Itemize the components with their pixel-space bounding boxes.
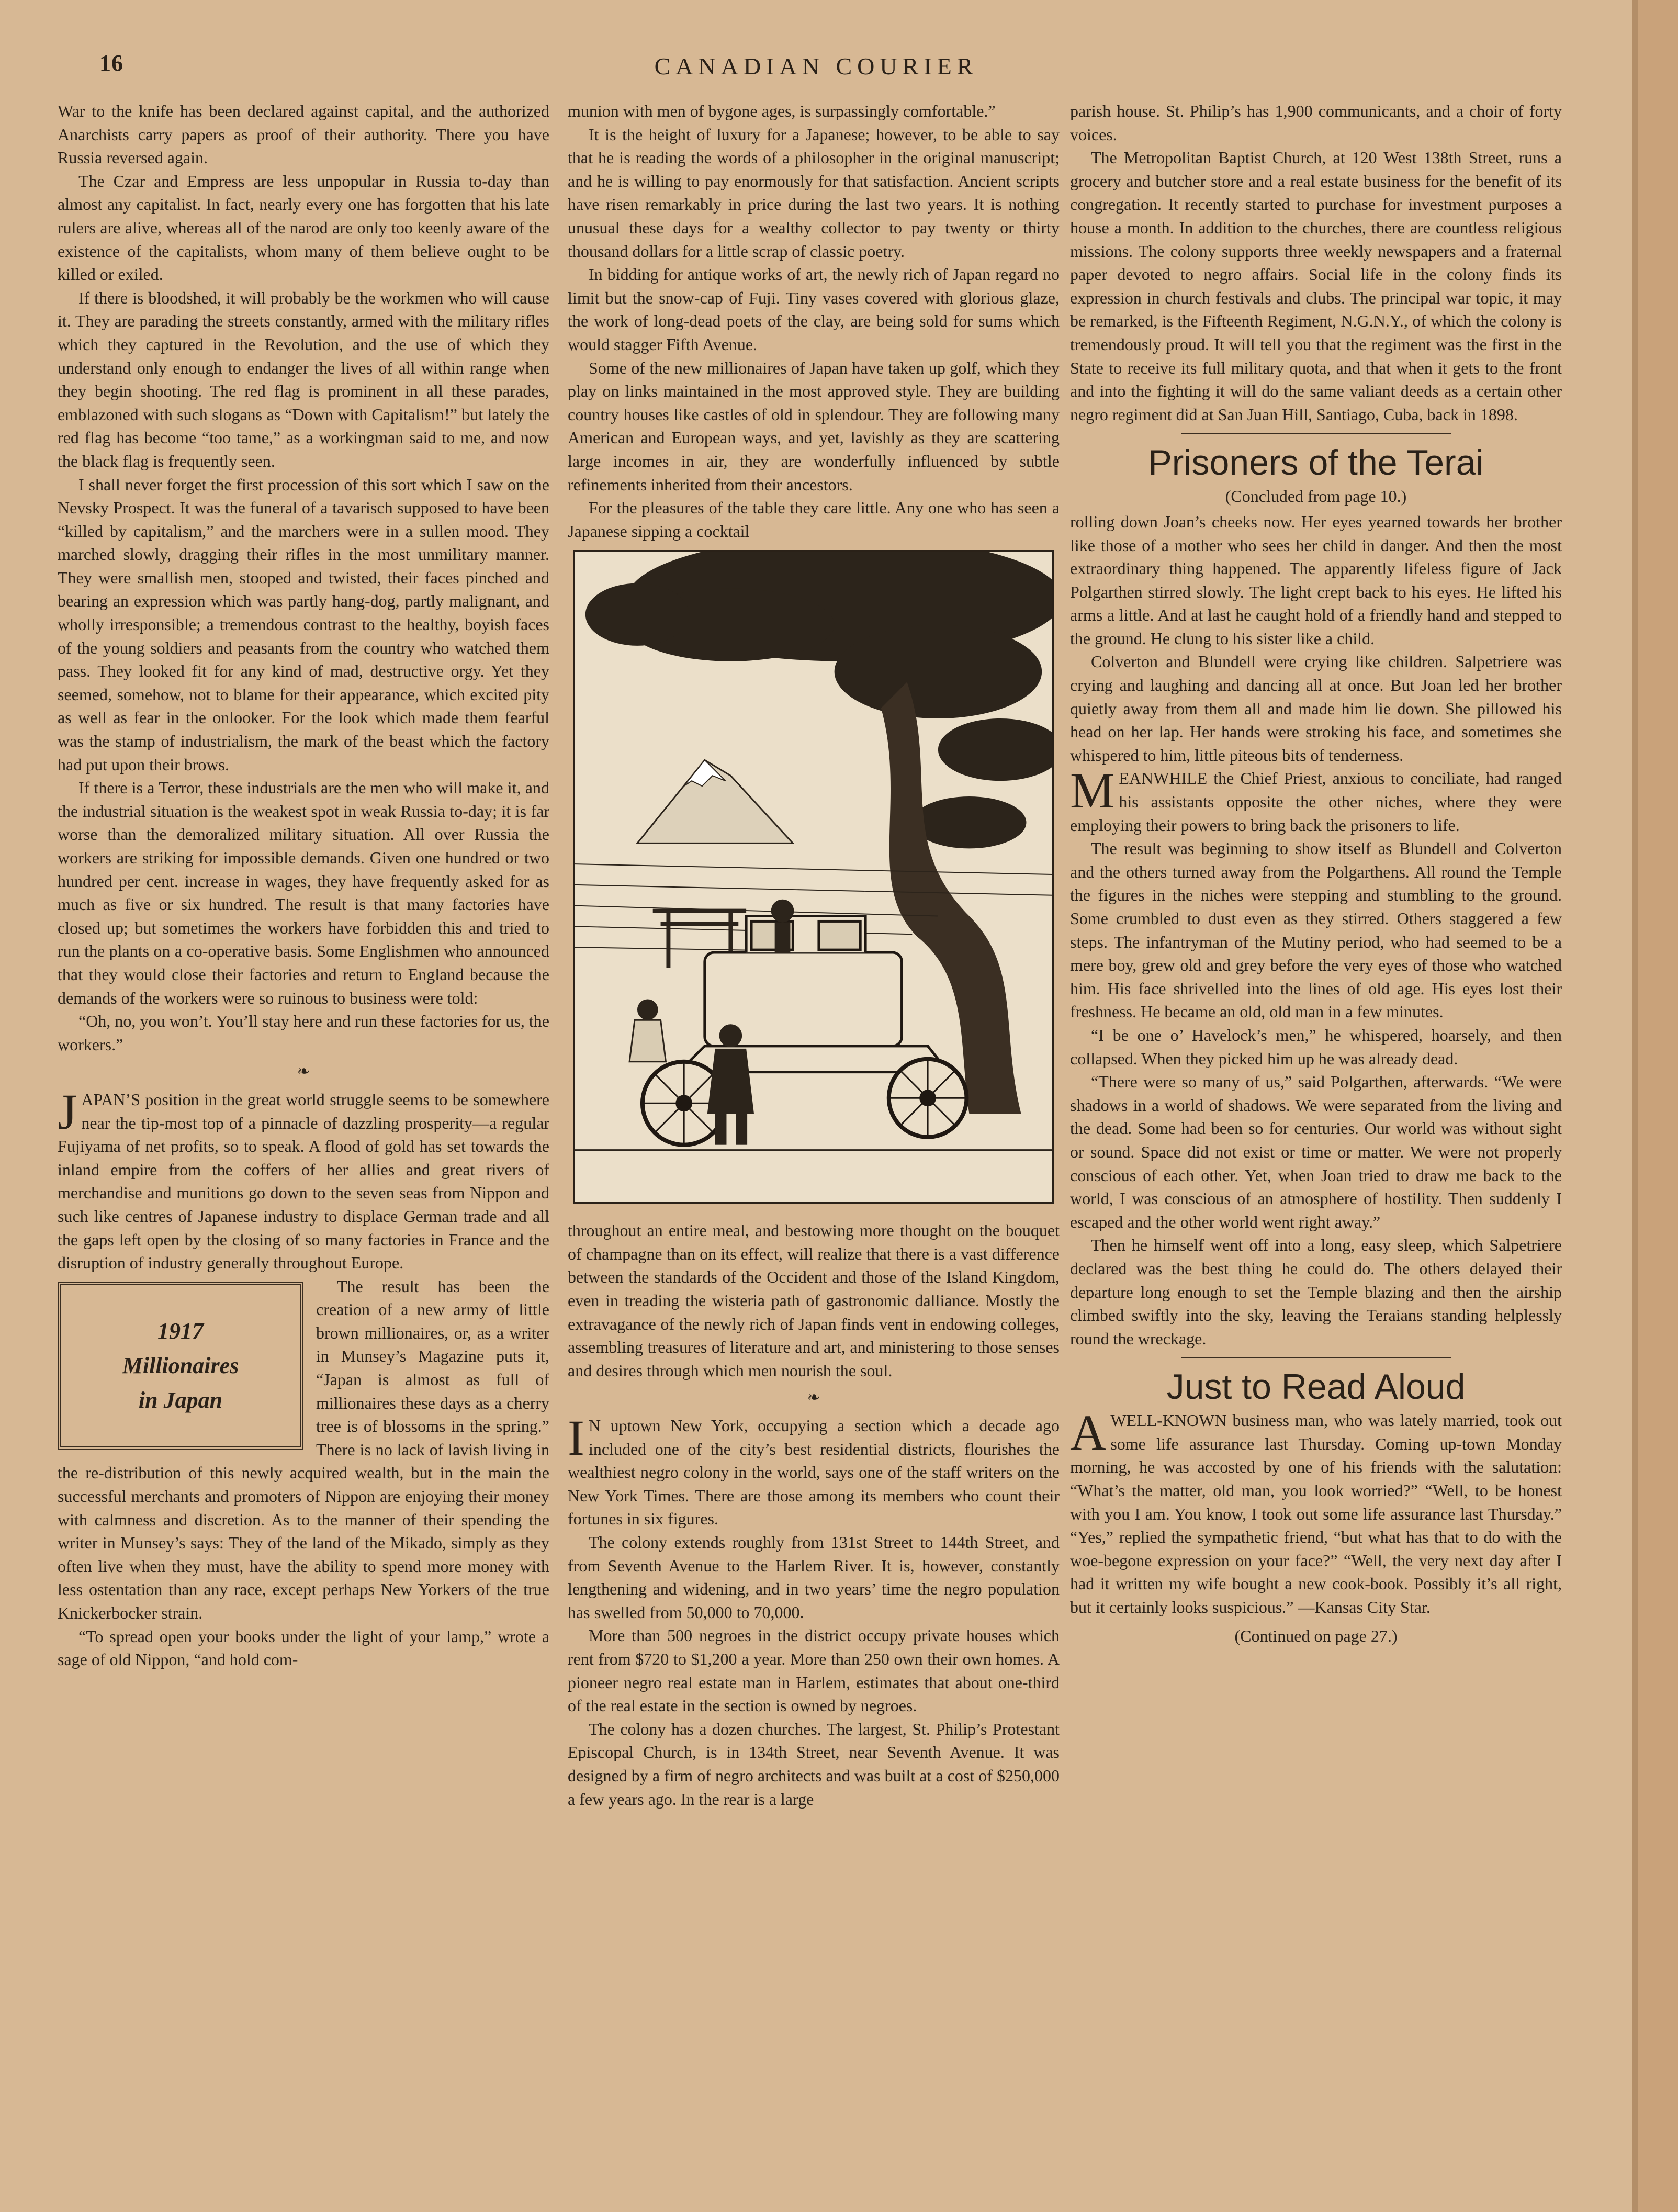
box-title-line: 1917 <box>157 1318 204 1344</box>
article-harlem-text: N uptown New York, occupying a section which a decade ago included one of the city’s best residential districts, flourishes the wealthiest negro colony in the world, says one of the staff writers on the New York Times. There are those among its members who count their fortunes in six figures. <box>568 1416 1060 1529</box>
drop-cap: A <box>1070 1405 1107 1461</box>
drop-cap: M <box>1070 762 1115 819</box>
paragraph: In bidding for antique works of art, the newly rich of Japan regard no limit but the snow-cap of Fuji. Tiny vases covered with glorious glaze, the work of long-dead poets of the clay, are being sold for sums which would stagger Fifth Avenue. <box>568 265 1060 354</box>
paragraph: If there is bloodshed, it will probably be the workmen who will cause it. They are parading the streets constantly, armed with the military rifles which they captured in the Revolution, and the use of which they understand only enough to endanger the lives of all within range when they begin shooting. The red flag is prominent in all these parades, emblazoned with such slogans as “Down with Capitalism!” but lately the red flag has become “too tame,” as a workingman said to me, and now the black flag is frequently seen. <box>58 288 549 470</box>
drop-cap: I <box>568 1410 584 1466</box>
section-divider <box>1181 433 1451 434</box>
paragraph: rolling down Joan’s cheeks now. Her eyes yearned towards her brother like those of a mother who sees her child in danger. And then the most extraordinary thing happened. The apparently lifeless figure of Jack Polgarthen stirred slowly. The light crept back to his eyes. He lifted his arms a little. And at last he caught hold of a friendly hand and stepped to the ground. He clung to his sister like a child. <box>1070 512 1562 648</box>
car-illustration-icon <box>573 550 1054 1204</box>
story-section-lead <box>1070 762 1562 837</box>
paragraph: throughout an entire meal, and bestowing more thought on the bouquet of champagne than on its effect, will realize that there is a vast difference between the standards of the Occident and those of the Island Kingdom, even in treading the wisteria path of gastronomic dalliance. Mostly the extravagance of the newly rich of Japan finds vent in endowing colleges, assembling treasures of literature and art, and ministering to those senses and desires through which men nourish the soul. <box>568 1221 1060 1380</box>
paragraph: For the pleasures of the table they care little. Any one who has seen a Japanese sipping a cocktail <box>568 498 1060 541</box>
story-title: Prisoners of the Terai <box>1148 443 1484 483</box>
paragraph: The result was beginning to show itself as Blundell and Colverton and the others turned away from the Polgarthens. All round the Temple the figures in the niches were stepping and stumbling to the ground. Some crumbled to dust even as they stirred. Others staggered a few steps. The infantryman of the Mutiny period, who had seemed to be a mere boy, grew old and grey before the very eyes of those who watched him. His face shrivelled into the lines of old age. His eyes lost their freshness. He became an old, old man in a few minutes. <box>1070 839 1562 1021</box>
paragraph: The colony extends roughly from 131st Street to 144th Street, and from Seventh Avenue to the Harlem River. It is, however, constantly lengthening and widening, and in two years’ time the negro population has swelled from 50,000 to 70,000. <box>568 1533 1060 1622</box>
paragraph: If there is a Terror, these industrials are the men who will make it, and the industrial situation is the weakest spot in weak Russia to-day; it is far worse than the demoralized military situation. All over Russia the workers are striking for impossible demands. Given one hundred or two hundred per cent. increase in wages, they have frequently asked for as much as five or six hundred. The result is that many factories have closed up; but sometimes the workers have forbidden this and tried to run the plants on a co-operative basis. Some Englishmen who announced that they would close their factories and return to England because the demands of the workers were so ruinous to business were told: <box>58 778 549 1007</box>
box-title-line: in Japan <box>138 1387 223 1413</box>
article-harlem-lead <box>568 1410 1060 1531</box>
column-3 <box>1070 99 1562 1647</box>
paragraph: “Oh, no, you won’t. You’ll stay here and run these factories for us, the workers.” <box>58 1012 549 1054</box>
continuation-note: (Continued on page 27.) <box>1234 1626 1398 1645</box>
paragraph: I shall never forget the first procession of this sort which I saw on the Nevsky Prospect. It was the funeral of a tavarisch supposed to have been “killed by capitalism,” and the marchers were in a sullen mood. They marched slowly, dragging their rifles in the most unmilitary manner. They were smallish men, stooped and twisted, their faces pinched and bearing an expression which was partly hang-dog, partly malignant, and wholly irresponsible; a tremendous contrast to the healthy, boyish faces of the young soldiers and peasants from the country who watched them pass. They looked fit for any kind of mad, destructive orgy. Yet they seemed, somehow, not to blame for their appearance, which excited pity as well as fear in the onlooker. For the look which made them fearful was the stamp of industrialism, the mark of the beast which the factory had put upon their brows. <box>58 475 549 774</box>
story-section-text: EANWHILE the Chief Priest, anxious to conciliate, had ranged his assistants opposite the other niches, where they were employing their powers to bring back the prisoners to life. <box>1070 769 1562 835</box>
column-title: Just to Read Aloud <box>1166 1367 1466 1407</box>
paragraph: It is the height of luxury for a Japanese; however, to be able to say that he is reading the words of a philosopher in the original manuscript; and he is willing to pay enormously for that satisfaction. Ancient scripts have risen remarkably in price during the last two years. It is nothing unusual these days for a wealthy collector to pay twenty or thirty thousand dollars for a little scrap of classic poetry. <box>568 125 1060 261</box>
box-title-line: Millionaires <box>122 1352 239 1378</box>
paragraph: “I be one o’ Havelock’s men,” he whispered, hoarsely, and then collapsed. When they picked him up he was already dead. <box>1070 1025 1562 1068</box>
page-number: 16 <box>99 50 123 76</box>
article-japan-text: APAN’S position in the great world struggle seems to be somewhere near the tip-most top of a pinnacle of dazzling prosperity—a regular Fujiyama of net profits, so to speak. A flood of gold has set towards the inland empire from the coffers of her allies and great rivers of merchandise and munitions go down to the seven seas from Nippon and such like centres of Japanese industry to displace German trade and all the gaps left open by the closing of so many factories in France and the disruption of industry generally throughout Europe. <box>58 1090 549 1273</box>
column-2 <box>568 99 1060 1811</box>
anecdote-text: WELL-KNOWN business man, who was lately married, took out some life assurance last Thursday. Coming up-town Monday morning, he was accosted by one of his friends with the salutation: “What’s the matter, old man, you look worried?” “Well, to be honest with you I am. You know, I took out some life assurance last Thursday.” “Yes,” replied the sympathetic friend, “but what has that to do with the woe-begone expression on your face?” “Well, the very next day after I had it written my wife bought a new cook-book. Possibly it’s all right, but it certainly looks suspicious.” —Kansas City Star. <box>1070 1411 1562 1617</box>
paragraph: War to the knife has been declared against capital, and the authorized Anarchists carry papers as proof of their authority. There you have Russia reversed again. <box>58 102 549 167</box>
paragraph: “To spread open your books under the light of your lamp,” wrote a sage of old Nippon, “and hold com- <box>58 1626 549 1669</box>
paragraph: The Metropolitan Baptist Church, at 120 West 138th Street, runs a grocery and butcher store and a real estate business for the benefit of its congregation. It recently started to purchase for investment purposes a house a month. In addition to the churches, there are countless religious missions. The colony supports three weekly newspapers and a fraternal paper devoted to negro affairs. Social life in the colony finds its expression in church festivals and clubs. The principal war topic, it may be remarked, is the Fifteenth Regiment, N.G.N.Y., of which the colony is tremendously proud. It will tell you that the regiment was the first in the State to receive its full military quota, and that when it gets to the front and into the fighting it will do the same valiant deeds as a certain other negro regiment did at San Juan Hill, Santiago, Cuba, back in 1898. <box>1070 148 1562 424</box>
drop-cap: J <box>58 1083 77 1140</box>
column-1 <box>58 99 549 1671</box>
paragraph: The result has been the creation of a new army of little brown millionaires, or, as a writer in Munsey’s Magazine puts it, “Japan is almost as full of millionaires these days as a cherry tree is of blossoms in the spring.” There is no lack of lavish living in the re-distribution of this newly acquired wealth, but in the main the successful merchants and promoters of Nippon are enjoying their money with calmness and discretion. As to the manner of their spending the writer in Munsey’s says: They of the land of the Mikado, simply as they often live when they must, have the ability to spend more money with less ostentation than any race, except perhaps New Yorkers of the true Knickerbocker strain. <box>58 1276 549 1622</box>
section-divider <box>1181 1357 1451 1358</box>
continuation-note: (Concluded from page 10.) <box>1225 487 1407 506</box>
paragraph: Then he himself went off into a long, easy sleep, which Salpetriere declared was the best thing he could do. The others delayed their departure long enough to set the Temple blazing and then the airship climbed swiftly into the sky, leaving the Teraians standing helplessly round the wreckage. <box>1070 1236 1562 1348</box>
paragraph: “There were so many of us,” said Polgarthen, afterwards. “We were shadows in a world of shadows. We were separated from the living and the dead. Some had been so for centuries. Our world was without sight or sound. Space did not exist or time or matter. We were not properly conscious of each other. Yet, when Joan tried to draw me back to the world, I was conscious of an atmosphere of hostility. Then suddenly I escaped and the other world went right away.” <box>1070 1072 1562 1231</box>
article-japan-lead <box>58 1083 549 1275</box>
paragraph: The colony has a dozen churches. The largest, St. Philip’s Protestant Episcopal Church, is in 134th Street, near Seventh Avenue. It was designed by a firm of negro architects and was built at a cost of $250,000 a few years ago. In the rear is a large <box>568 1719 1060 1809</box>
section-ornament: ❧ <box>807 1389 820 1407</box>
paragraph: The Czar and Empress are less unpopular in Russia to-day than almost any capitalist. In fact, nearly every one has forgotten that his late rulers are alive, whereas all of the narod are only too keenly aware of the existence of the capitalists, whom many of them believe ought to be killed or exiled. <box>58 171 549 284</box>
paragraph: munion with men of bygone ages, is surpassingly comfortable.” <box>568 102 996 120</box>
article-title-box <box>58 1282 303 1450</box>
paragraph: More than 500 negroes in the district occupy private houses which rent from $720 to $1,200 a year. More than 250 own their own homes. A pioneer negro real estate man in Harlem, estimates that about one-third of the real estate in the section is owned by negroes. <box>568 1626 1060 1715</box>
paragraph: parish house. St. Philip’s has 1,900 communicants, and a choir of forty voices. <box>1070 102 1562 144</box>
paragraph: Some of the new millionaires of Japan have taken up golf, which they play on links maintained in the most approved style. They are building country houses like castles of old in splendour. They are following many American and European ways, and yet, lavishly as they are scattering large incomes in air, they are wonderfully influenced by subtle refinements inherited from their ancestors. <box>568 358 1060 494</box>
running-head: CANADIAN COURIER <box>654 53 978 80</box>
illustration-drawing <box>575 552 1052 1202</box>
paragraph: Colverton and Blundell were crying like children. Salpetriere was crying and laughing and dancing all at once. But Joan led her brother quietly away from them all and made him lie down. She pillowed his head on her lap. Her hands were stroking his face, and sometimes she whispered to him, little piteous bits of tenderness. <box>1070 652 1562 765</box>
section-ornament: ❧ <box>297 1063 310 1081</box>
anecdote-lead <box>1070 1405 1562 1619</box>
